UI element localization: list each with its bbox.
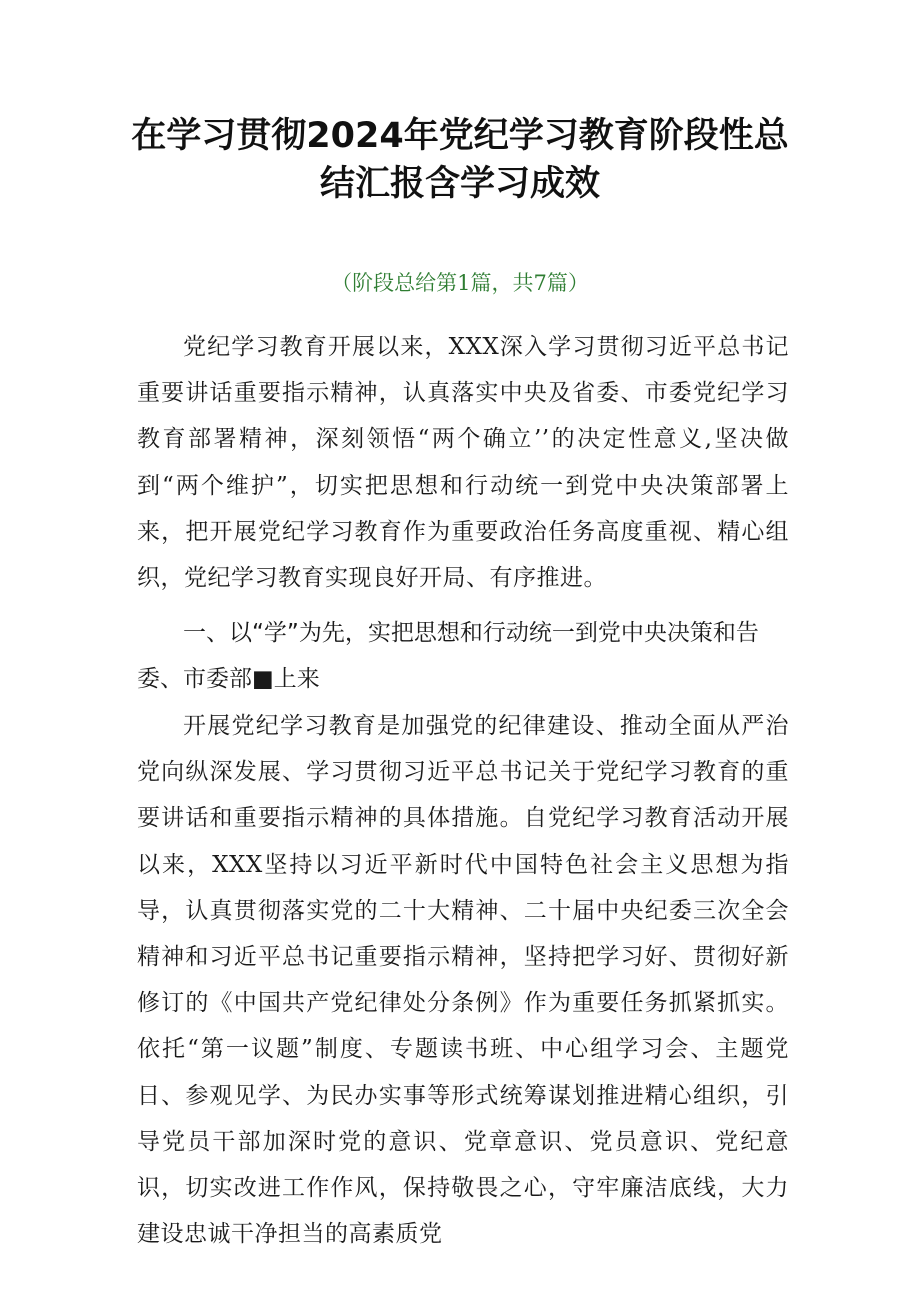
- document-subtitle: （阶段总给第1篇，共7篇）: [331, 271, 589, 295]
- document-title: 在学习贯彻2024年党纪学习教育阶段性总结汇报含学习成效: [131, 116, 789, 204]
- section-heading-1: 一、以“学”为先，实把思想和行动统一到党中央决策和告委、市委部■上来: [137, 620, 759, 692]
- section-1-paragraph: 开展党纪学习教育是加强党的纪律建设、推动全面从严治党向纵深发展、学习贯彻习近平总书记关于党纪学习教育的重要讲话和重要指示精神的具体措施。自党纪学习教育活动开展以来，XXX坚持以习近平新时代中国特色社会主义思想为指导，认真贯彻落实党的二十大精神、二十届中央纪委三次全会精神和习近平总书记重要指示精神，坚持把学习好、贯彻好新修订的《中国共产党纪律处分条例》作为重要任务抓紧抓实。依托“第一议题”制度、专题读书班、中心组学习会、主题党日、参观见学、为民办实事等形式统筹谋划推进精心组织，引导党员干部加深时党的意识、党章意识、党员意识、党纪意识，切实改进工作作风，保持敬畏之心，守牢廉洁底线，大力建设忠诚干净担当的高素质党: [137, 713, 789, 1248]
- intro-paragraph: 党纪学习教育开展以来，XXX深入学习贯彻习近平总书记重要讲话重要指示精神，认真落实中央及省委、市委党纪学习教育部署精神，深刻领悟“两个确立’’的决定性意义,坚决做到“两个维护”，切实把思想和行动统一到党中央决策部署上来，把开展党纪学习教育作为重要政治任务高度重视、精心组织，党纪学习教育实现良好开局、有序推进。: [137, 334, 789, 592]
